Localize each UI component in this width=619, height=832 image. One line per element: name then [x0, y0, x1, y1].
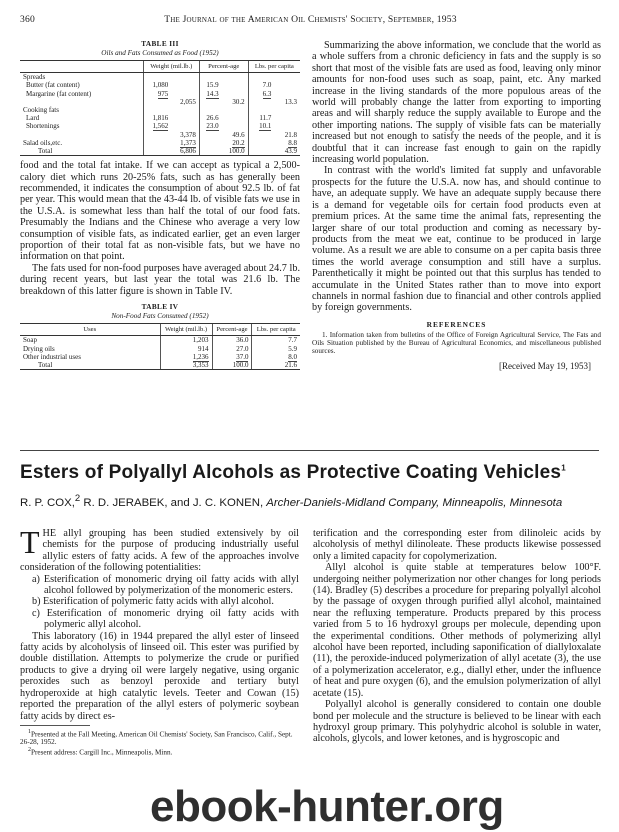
cell: 13.3	[284, 97, 297, 106]
cell: 27.0	[212, 345, 252, 353]
table-row	[20, 106, 300, 114]
cell: 21.6	[252, 361, 300, 370]
table-row	[20, 114, 300, 122]
footnote-rule	[20, 725, 90, 726]
cell: 100.0	[212, 361, 252, 370]
cell: 6.3	[262, 89, 272, 98]
table-row	[20, 98, 300, 106]
cell: 2,055	[180, 97, 196, 106]
row-label: Lard	[26, 114, 40, 123]
cell: 26.6	[199, 114, 221, 122]
cell: 5.9	[252, 345, 300, 353]
table3-col-weight: Weight (mil.lb.)	[143, 61, 199, 73]
table-row	[20, 353, 300, 361]
article-authors	[20, 492, 600, 510]
paragraph: Allyl alcohol is quite stable at temperatures below 100°F. undergoing neither polymerization nor other changes for long periods (14). Bradley (5) describes a procedure for preparing polyallyl alcohol by the passage of oxygen through purified allyl alcohol, maintained near the refluxing temperature. Products prepared by this process varied from 5 to 16 hydroxyl groups per molecule, depending upon the experimental conditions. Other methods of polymerizing allyl alcohol have been reported, including saponification of diallyloxalate (11), the peroxide-induced polymerization of allyl acetate (3), the use of a polymerization accelerator, e.g., diallyl ether, under the influence of heat and pure oxygen (6), and the emulsion polymerization of allyl acetate (15).	[313, 562, 601, 699]
paragraph: The fats used for non-food purposes have averaged about 24.7 lb. during recent years, but last year the total was 21.6 lb. The breakdown of this latter figure is shown in Table IV.	[20, 262, 300, 297]
cell: 23.0	[206, 122, 219, 131]
table4-subtitle: Non-Food Fats Consumed (1952)	[111, 312, 209, 321]
cell: 914	[160, 345, 212, 353]
table4	[20, 323, 300, 370]
table4-title: TABLE IV	[141, 303, 179, 312]
paragraph: Summarizing the above information, we conclude that the world as a whole suffers from a chronic deficiency in fats and the supply is so short that most of the visible fats are used as food, leaving only minor amounts for non-food uses such as soap, paint, etc. Any marked increase in the living standards of the more populous areas of the world will probably change the latter from exporting to importing areas and will sharply reduce the supply available to Europe and the other importing nations. The supply of visible fats can be materially increased but not enough to satisfy the needs of the people, and it is doubtful that it can increase fast enough to gain on the rapidly increasing world population.	[312, 40, 601, 166]
paragraph: This laboratory (16) in 1944 prepared the allyl ester of linseed fatty acids by alcoholysis of linseed oil. This ester was purified by double distillation. Attempts to polymerize the crude or purified products to give a drying oil were largely negative, using organic peroxides such as benzoyl peroxide and tertiary butyl hydroperoxide at high catalytic levels. Teeter and Cowan (15) reported the preparation of the allyl esters of polymeric soybean fatty acids by direct es-	[20, 630, 299, 722]
cell: 1,236	[192, 352, 209, 361]
table3-subtitle: Oils and Fats Consumed as Food (1952)	[101, 49, 219, 57]
received-date: [Received May 19, 1953]	[499, 361, 591, 372]
cell: 20.2	[232, 138, 245, 147]
cell: 100.0	[222, 147, 249, 156]
cell: 11.7	[248, 114, 274, 122]
cell: 1,562	[152, 122, 169, 131]
table-row	[20, 147, 300, 156]
row-label: Drying oils	[23, 344, 55, 353]
author-footnote-mark: 2	[74, 493, 81, 504]
table3-col-percent: Percent-age	[199, 61, 248, 73]
table-row	[20, 345, 300, 353]
cell: 975	[157, 89, 169, 98]
title-footnote-mark: 1	[561, 463, 566, 473]
authors-rest: R. D. JERABEK, and J. C. KONEN,	[80, 496, 267, 509]
cell: 7.0	[248, 81, 274, 89]
page-number: 360	[20, 14, 35, 25]
table4-header-row	[20, 324, 300, 336]
table4-col-percent: Percent-age	[212, 324, 252, 336]
cell: 1,373	[180, 138, 196, 147]
paragraph: terification and the corresponding ester from dilinoleic acids by alcoholysis of methyl dilinoleate. These products likewise possessed only a limited capacity for copolymerization.	[313, 528, 601, 562]
paragraph: food and the total fat intake. If we can accept as typical a 2,500-calory diet which runs 20-25% fats, such as has generally been recommended, it indicates the consumption of about 92.5 lb. of fat per year. This would mean that the 43-44 lb. of visible fats we use in the U.S.A. is somewhat less than half the total of our food fats. Presumably the Indians and the Chinese who average a very low consumption of visible fats, as indicated earlier, get an even larger proportion of their total fat as non-visible fats, but we have no information on that point.	[20, 160, 300, 263]
row-label: Salad oils,etc.	[23, 138, 63, 147]
cell: 43.9	[274, 147, 300, 156]
reference-1: 1. Information taken from bulletins of the Office of Foreign Agricultural Service, The Fats and Oils Situation published by the Bureau of Agricultural Economics, and miscellaneous published sources.	[312, 330, 601, 356]
article-right-column	[313, 528, 601, 745]
cell: 1,203	[160, 336, 212, 345]
table-row	[20, 73, 300, 82]
watermark: ebook-hunter.org	[150, 782, 504, 831]
cell: 3,353	[160, 361, 212, 370]
row-label: Soap	[23, 336, 37, 345]
table3-header-row	[20, 61, 300, 73]
article-title-text: Esters of Polyallyl Alcohols as Protective Coating Vehicles	[20, 462, 562, 483]
list-item: a) Esterification of monomeric drying oil fatty acids with allyl alcohol followed by polymerization of the monomeric esters.	[32, 573, 299, 597]
list-item: b) Esterification of polymeric fatty acids with allyl alcohol.	[32, 596, 274, 608]
row-label: Total	[20, 361, 160, 370]
cell: 6,806	[171, 147, 199, 156]
footnote-1: $^1$Presented at the Fall Meeting, American Oil Chemists' Society, San Francisco, Calif., Sept. 26-28, 1952.	[20, 728, 293, 747]
table-row	[20, 336, 300, 345]
cell: 30.2	[232, 97, 245, 106]
footnote-2-text: Present address: Cargill Inc., Minneapolis, Minn.	[31, 748, 173, 757]
upper-right-column	[312, 40, 601, 371]
article-divider	[20, 450, 599, 451]
cell: 21.8	[284, 130, 297, 139]
table4-col-uses: Uses	[20, 324, 160, 336]
upper-left-column	[20, 40, 300, 370]
table-row	[20, 81, 300, 89]
running-header	[20, 14, 601, 28]
table4-col-weight: Weight (mil.lb.)	[160, 324, 212, 336]
cell: 37.0	[236, 352, 249, 361]
table3	[20, 60, 300, 156]
table-row	[20, 361, 300, 370]
article-title	[20, 462, 600, 484]
cell: 14.3	[206, 89, 219, 98]
cell: 10.1	[259, 122, 272, 131]
cell: 49.6	[232, 130, 245, 139]
table3-col-lbs: Lbs. per capita	[248, 61, 300, 73]
footnote-1-text: Presented at the Fall Meeting, American Oil Chemists' Society, San Francisco, Calif., Sept. 26-28, 1952.	[20, 730, 293, 747]
drop-cap: T	[20, 524, 40, 560]
table4-col-lbs: Lbs. per capita	[252, 324, 300, 336]
table3-title: TABLE III	[141, 40, 179, 48]
article-left-column	[20, 524, 299, 757]
references-heading: REFERENCES	[426, 319, 487, 329]
affiliation: Archer-Daniels-Midland Company, Minneapolis, Minnesota	[266, 496, 563, 509]
paragraph: In contrast with the world's limited fat supply and unfavorable prospects for the future the U.S.A. now has, and should continue to have, an adequate supply. We have an adequate supply because there is a demand for vegetable oils for certain food products even at premium prices. At the same time the animal fats, representing the larger share of our total production and coming as necessary by-products from the meat we eat, continue to be produced in large volume. As a result we are able to consume on a per capita basis three times the world average consumption and still have a surplus. Parenthetically it might be pointed out that this surplus has tended to accumulate in the United States rather than to move into export channels in normal fashion due to financial and other controls applied by foreign governments.	[312, 165, 601, 314]
table-row	[20, 90, 300, 98]
footnote-2: $^2$Present address: Cargill Inc., Minneapolis, Minn.	[28, 747, 173, 757]
list-item: c) Esterification of monomeric drying oil fatty acids with polymeric allyl alcohol.	[32, 607, 299, 631]
row-label: Shortenings	[26, 122, 60, 131]
row-label: Cooking fats	[23, 106, 59, 115]
row-label: Spreads	[23, 73, 46, 82]
row-label: Margarine (fat content)	[26, 89, 92, 98]
cell: 8.0	[288, 352, 297, 361]
row-label: Other industrial uses	[23, 352, 81, 361]
row-label: Total	[20, 147, 143, 156]
intro-text: HE allyl grouping has been studied extensively by oil chemists for the purpose of producing industrially useful allylic esters of fatty acids. A few of the approaches involve consideration of the following potentialities:	[20, 528, 299, 574]
paragraph: Polyallyl alcohol is generally considered to contain one double bond per molecule and the structure is believed to be linear with each hydroxyl group primary. This polyhydric alcohol is soluble in water, alcohols, glycols, and lower ketones, and is hygroscopic and	[313, 699, 601, 745]
intro-paragraph	[20, 524, 299, 574]
cell: 15.9	[199, 81, 221, 89]
row-label: Butter (fat content)	[26, 81, 80, 90]
table-row	[20, 131, 300, 139]
cell: 1,816	[143, 114, 171, 122]
cell: 36.0	[212, 336, 252, 345]
cell: 8.8	[288, 138, 297, 147]
table-row	[20, 139, 300, 147]
cell: 3,378	[180, 130, 196, 139]
table-row	[20, 122, 300, 130]
table3-header-blank	[20, 61, 143, 73]
journal-title: The Journal of the American Oil Chemists' Society, September, 1953	[164, 14, 457, 25]
cell: 1,080	[143, 81, 171, 89]
authors-first: R. P. COX,	[20, 496, 75, 509]
cell: 7.7	[252, 336, 300, 345]
